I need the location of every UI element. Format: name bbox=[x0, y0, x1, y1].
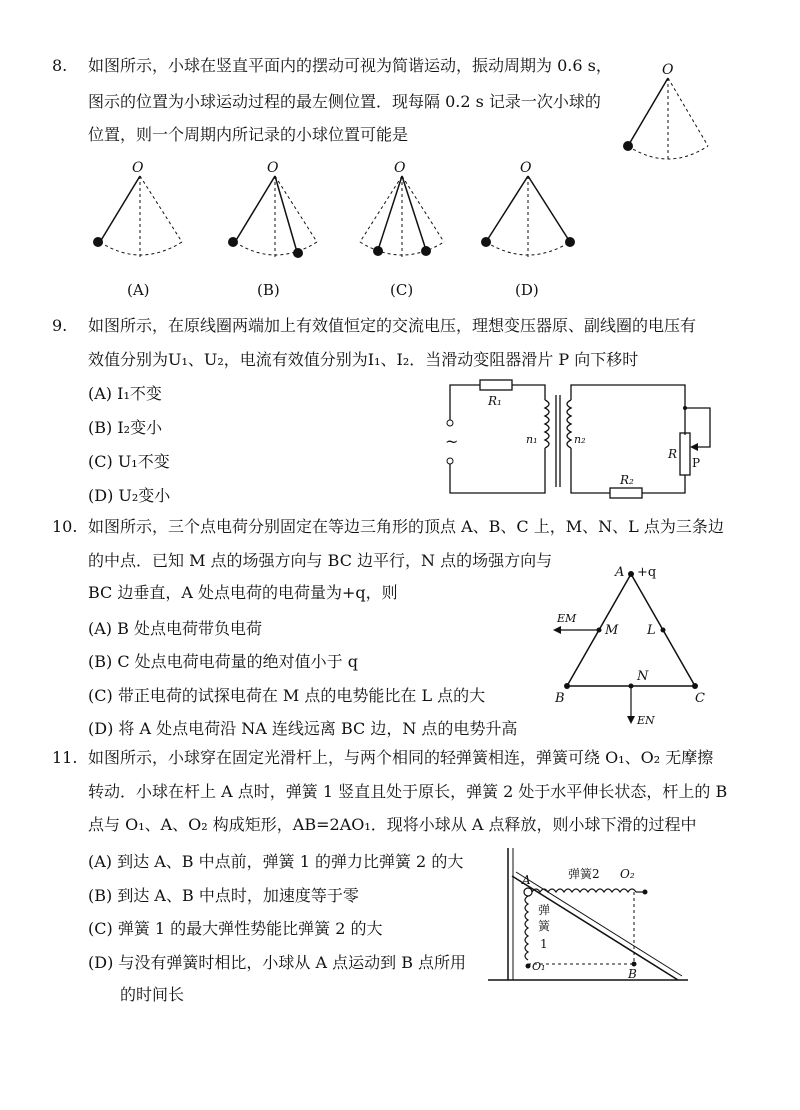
q8-option-b-diagram bbox=[225, 160, 335, 260]
q11-spring1-char-1: 弹 bbox=[538, 903, 551, 917]
q11-option-b: (B) 到达 A、B 中点时，加速度等于零 bbox=[88, 886, 359, 905]
q11-text-line-3: 点与 O₁、A、O₂ 构成矩形，AB=2AO₁．现将小球从 A 点释放，则小球下滑的过程中 bbox=[88, 815, 697, 834]
q9-text-line-2: 效值分别为U₁、U₂，电流有效值分别为I₁、I₂．当滑动变阻器滑片 P 向下移时 bbox=[88, 350, 639, 369]
q11-point-a-label: A bbox=[522, 873, 531, 887]
q9-text-line-1: 如图所示，在原线圈两端加上有效值恒定的交流电压，理想变压器原、副线圈的电压有 bbox=[88, 316, 697, 335]
q8-b-pivot-label: O bbox=[267, 160, 279, 176]
q9-r1-label: R₁ bbox=[488, 394, 502, 408]
q9-ac-source-symbol: ~ bbox=[445, 432, 459, 451]
q9-option-b: (B) I₂变小 bbox=[88, 418, 163, 437]
q10-vertex-a-label: A bbox=[615, 565, 625, 580]
q8-c-pivot-label: O bbox=[394, 160, 406, 176]
q10-midpoint-n-label: N bbox=[637, 669, 649, 684]
q9-slider-label: P bbox=[692, 456, 701, 470]
q10-midpoint-l-label: L bbox=[647, 623, 656, 638]
q10-em-label: EM bbox=[557, 612, 577, 625]
q11-spring1-char-3: 1 bbox=[540, 937, 548, 951]
q10-triangle-diagram bbox=[545, 560, 725, 730]
q10-vertex-c-label: C bbox=[695, 691, 705, 706]
q11-spring1-char-2: 簧 bbox=[538, 919, 551, 933]
q8-a-pivot-label: O bbox=[132, 160, 144, 176]
q8-option-a-diagram bbox=[90, 160, 200, 260]
q8-text-line-2: 图示的位置为小球运动过程的最左侧位置．现每隔 0.2 s 记录一次小球的 bbox=[88, 92, 601, 111]
q10-charge-label: +q bbox=[637, 565, 657, 580]
q10-text-line-3: BC 边垂直，A 处点电荷的电荷量为+q，则 bbox=[88, 583, 398, 602]
q8-caption-c: (C) bbox=[390, 281, 414, 299]
q9-circuit-diagram bbox=[440, 375, 730, 505]
q10-number: 10. bbox=[52, 517, 78, 536]
q10-option-a: (A) B 处点电荷带负电荷 bbox=[88, 619, 262, 638]
q8-caption-b: (B) bbox=[257, 281, 280, 299]
q8-caption-d: (D) bbox=[515, 281, 539, 299]
q9-r2-label: R₂ bbox=[620, 473, 634, 487]
q10-option-b: (B) C 处点电荷电荷量的绝对值小于 q bbox=[88, 652, 358, 671]
q10-text-line-2: 的中点．已知 M 点的场强方向与 BC 边平行，N 点的场强方向与 bbox=[88, 551, 553, 570]
q9-r-label: R bbox=[668, 447, 678, 461]
q11-number: 11. bbox=[52, 748, 78, 767]
q11-o1-label: O₁ bbox=[532, 960, 546, 973]
q10-text-line-1: 如图所示，三个点电荷分别固定在等边三角形的顶点 A、B、C 上，M、N、L 点为三条边 bbox=[88, 517, 724, 536]
q10-midpoint-m-label: M bbox=[605, 623, 619, 638]
q8-text-line-1: 如图所示，小球在竖直平面内的摆动可视为简谐运动，振动周期为 0.6 s， bbox=[88, 56, 612, 75]
q9-n2-label: n₂ bbox=[574, 433, 586, 446]
q11-option-d-continued: 的时间长 bbox=[120, 985, 185, 1004]
q8-ref-pivot-label: O bbox=[662, 62, 674, 78]
q8-option-c-diagram bbox=[352, 160, 462, 260]
q8-number: 8. bbox=[52, 56, 68, 75]
q10-en-label: EN bbox=[637, 714, 655, 727]
q9-option-c: (C) U₁不变 bbox=[88, 452, 170, 471]
q11-o2-label: O₂ bbox=[620, 867, 635, 881]
q9-option-a: (A) I₁不变 bbox=[88, 384, 162, 403]
q11-text-line-1: 如图所示，小球穿在固定光滑杆上，与两个相同的轻弹簧相连，弹簧可绕 O₁、O₂ 无摩擦 bbox=[88, 748, 714, 767]
q8-caption-a: (A) bbox=[127, 281, 150, 299]
q11-option-d: (D) 与没有弹簧时相比，小球从 A 点运动到 B 点所用 bbox=[88, 953, 467, 972]
q9-n1-label: n₁ bbox=[526, 433, 538, 446]
q8-text-line-3: 位置，则一个周期内所记录的小球位置可能是 bbox=[88, 125, 409, 144]
q10-option-d: (D) 将 A 处点电荷沿 NA 连线远离 BC 边，N 点的电势升高 bbox=[88, 719, 518, 738]
q9-number: 9. bbox=[52, 316, 68, 335]
q10-vertex-b-label: B bbox=[555, 691, 565, 706]
q11-spring-diagram bbox=[488, 848, 718, 988]
q11-point-b-label: B bbox=[628, 967, 637, 981]
q11-text-line-2: 转动．小球在杆上 A 点时，弹簧 1 竖直且处于原长，弹簧 2 处于水平伸长状态，杆上的 B bbox=[88, 782, 728, 801]
q8-option-d-diagram bbox=[478, 160, 588, 260]
q8-reference-pendulum bbox=[620, 62, 740, 172]
q11-option-a: (A) 到达 A、B 中点前，弹簧 1 的弹力比弹簧 2 的大 bbox=[88, 852, 464, 871]
q10-option-c: (C) 带正电荷的试探电荷在 M 点的电势能比在 L 点的大 bbox=[88, 686, 486, 705]
q9-option-d: (D) U₂变小 bbox=[88, 486, 171, 505]
q11-option-c: (C) 弹簧 1 的最大弹性势能比弹簧 2 的大 bbox=[88, 919, 383, 938]
q11-spring2-label: 弹簧2 bbox=[568, 867, 600, 881]
q8-d-pivot-label: O bbox=[520, 160, 532, 176]
